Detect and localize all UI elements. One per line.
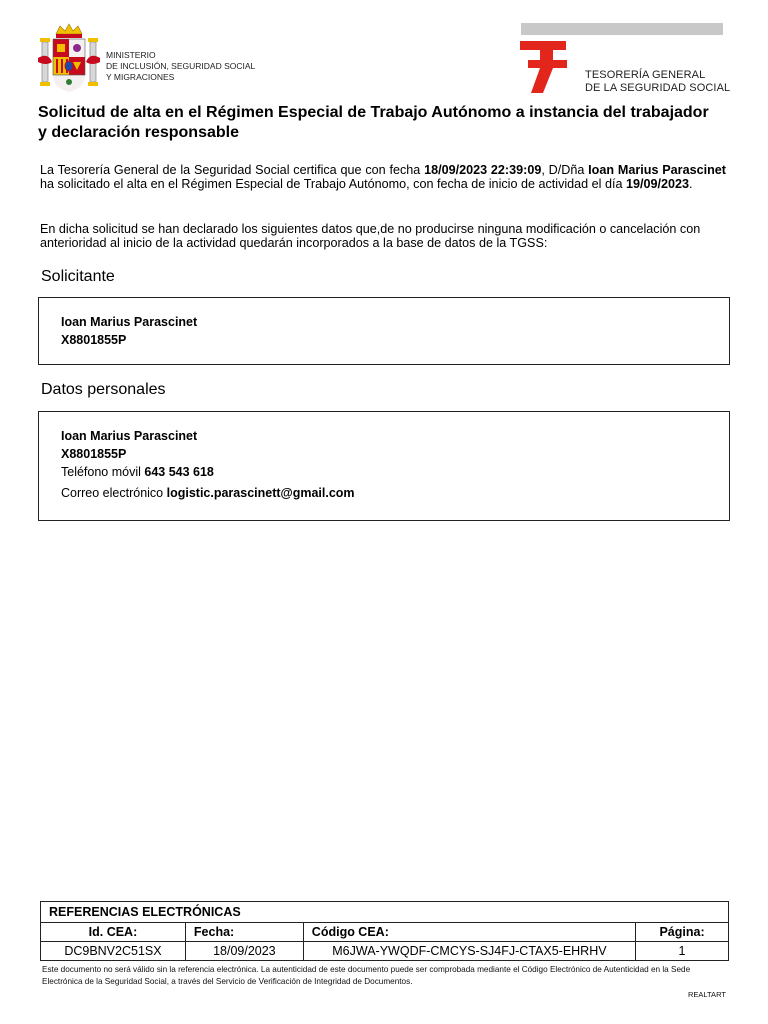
ministry-line-2: DE INCLUSIÓN, SEGURIDAD SOCIAL: [106, 61, 256, 71]
para1-text-4: .: [689, 177, 693, 191]
value-fecha: 18/09/2023: [185, 942, 303, 961]
tgss-name: [585, 69, 730, 95]
document-title: Solicitud de alta en el Régimen Especial de Trabajo Autónomo a instancia del trabajador y declaración responsable: [38, 104, 709, 141]
tgss-line-2: DE LA SEGURIDAD SOCIAL: [585, 82, 731, 94]
datos-document: X8801855P: [61, 447, 127, 461]
datos-personales-box: [38, 411, 730, 521]
solicitante-name: Ioan Marius Parascinet: [61, 315, 198, 329]
phone-value: 643 543 618: [144, 465, 214, 479]
email-label: Correo electrónico: [61, 486, 167, 500]
email-value: logistic.parascinett@gmail.com: [166, 486, 355, 500]
document-code: REALTART: [688, 990, 726, 999]
request-date: 18/09/2023 22:39:09: [424, 163, 542, 177]
declaration-paragraph: En dicha solicitud se han declarado los siguientes datos que,de no producirse ninguna modificación o cancelación con anterioridad al inicio de la actividad quedarán incorporados a la base de datos de la TGSS:: [40, 222, 701, 250]
header-pagina: Página:: [636, 923, 729, 942]
datos-name: Ioan Marius Parascinet: [61, 429, 198, 443]
value-id-cea: DC9BNV2C51SX: [41, 942, 186, 961]
solicitante-box: [38, 297, 730, 365]
applicant-name: Ioan Marius Parascinet: [588, 163, 726, 177]
tgss-line-1: TESORERÍA GENERAL: [585, 69, 706, 81]
phone-label: Teléfono móvil: [61, 465, 145, 479]
tgss-logo-icon: [520, 41, 572, 93]
ministry-name: [106, 50, 255, 83]
section-title-solicitante: Solicitante: [41, 268, 115, 285]
certification-paragraph: [40, 163, 726, 191]
activity-start-date: 19/09/2023: [625, 177, 690, 191]
value-codigo-cea: M6JWA-YWQDF-CMCYS-SJ4FJ-CTAX5-EHRHV: [303, 942, 635, 961]
ministry-line-3: Y MIGRACIONES: [106, 72, 175, 82]
references-title: REFERENCIAS ELECTRÓNICAS: [41, 902, 729, 923]
para1-text-1: La Tesorería General de la Seguridad Social certifica que con fecha: [40, 163, 425, 177]
validity-footnote: Este documento no será válido sin la referencia electrónica. La autenticidad de este documento puede ser comprobada mediante el Código Electrónico de Autenticidad en la Sede Electrónica de la Seguridad Social, a través del Servicio de Verificación de Integridad de Documentos.: [42, 965, 691, 986]
ministry-line-1: MINISTERIO: [106, 50, 156, 60]
header-gray-bar: [521, 23, 723, 35]
header-codigo-cea: Código CEA:: [303, 923, 635, 942]
header-id-cea: Id. CEA:: [41, 923, 186, 942]
section-title-datos-personales: Datos personales: [41, 381, 166, 398]
electronic-references-table: [40, 901, 729, 961]
para1-text-3: ha solicitado el alta en el Régimen Especial de Trabajo Autónomo, con fecha de inicio de actividad el día: [40, 177, 626, 191]
solicitante-document: X8801855P: [61, 333, 127, 347]
header-fecha: Fecha:: [185, 923, 303, 942]
coat-of-arms-icon: [36, 22, 102, 94]
email-row: [61, 486, 355, 500]
phone-row: [61, 465, 214, 479]
value-pagina: 1: [636, 942, 729, 961]
para1-text-2: , D/Dña: [541, 163, 589, 177]
